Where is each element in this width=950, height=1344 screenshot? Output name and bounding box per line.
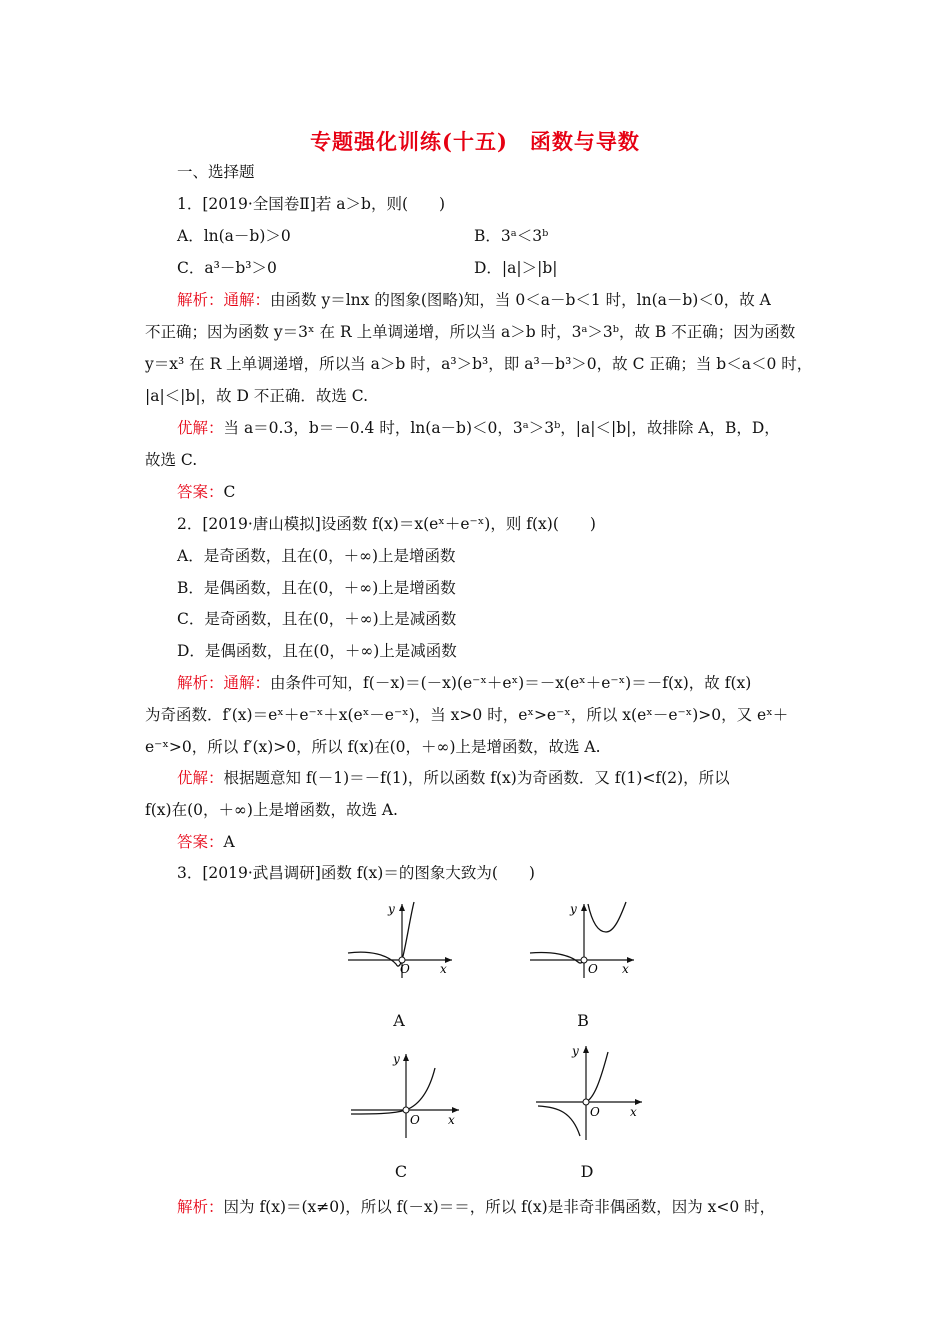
graph-c-y-arrow bbox=[403, 1054, 409, 1061]
q1-option-a: A．ln(a－b)＞0 bbox=[177, 227, 291, 245]
graph-c-origin-label: O bbox=[410, 1113, 420, 1127]
q3-solution-line1 bbox=[177, 1197, 847, 1217]
q2-option-b: B．是偶函数，且在(0，＋∞)上是增函数 bbox=[177, 579, 456, 597]
q1-option-c: C．a³－b³＞0 bbox=[177, 259, 277, 277]
q2-option-d: D．是偶函数，且在(0，＋∞)上是减函数 bbox=[177, 642, 457, 660]
q3-jiexi-text1: 因为 f(x)＝(x≠0)，所以 f(－x)＝＝，所以 f(x)是非奇非偶函数，因为 x<0 时， bbox=[223, 1198, 776, 1216]
q1-you-text2: 故选 C. bbox=[145, 451, 198, 469]
q2-you-text1: 根据题意知 f(－1)＝－f(1)，所以函数 f(x)为奇函数．又 f(1)<f(2)，所以 bbox=[223, 769, 730, 787]
graph-d-y-arrow bbox=[583, 1046, 589, 1053]
graph-b-label: B bbox=[577, 1011, 589, 1030]
graph-a bbox=[340, 898, 460, 980]
q2-you-line1 bbox=[177, 768, 847, 788]
graph-a-y-arrow bbox=[399, 904, 405, 911]
graph-b-left-curve bbox=[530, 952, 584, 963]
q1-option-d: D．|a|＞|b| bbox=[474, 259, 558, 277]
q2-answer-line bbox=[177, 832, 847, 852]
q2-option-a: A．是奇函数，且在(0，＋∞)上是增函数 bbox=[177, 547, 456, 565]
q1-option-b: B．3ᵃ＜3ᵇ bbox=[474, 227, 549, 245]
q1-tong-text4: |a|＜|b|，故 D 不正确．故选 C. bbox=[145, 387, 368, 405]
q1-solution-line1 bbox=[177, 290, 847, 310]
graph-a-label: A bbox=[393, 1011, 405, 1030]
graph-d-y-label: y bbox=[572, 1044, 579, 1058]
graph-d-left-curve bbox=[538, 1106, 580, 1136]
q1-tong-text1: 由函数 y＝lnx 的图象(图略)知，当 0＜a－b＜1 时，ln(a－b)＜0，故 A bbox=[270, 291, 771, 309]
q1-tong-label: 通解： bbox=[223, 291, 271, 309]
q2-answer: A bbox=[223, 833, 235, 851]
q1-answer-label: 答案： bbox=[177, 483, 224, 501]
q1-answer: C bbox=[223, 483, 236, 501]
q1-you-text1: 当 a＝0.3，b＝－0.4 时，ln(a－b)＜0，3ᵃ＞3ᵇ，|a|＜|b|，故排除 A，B，D， bbox=[223, 419, 780, 437]
page-title: 专题强化训练(十五) 函数与导数 bbox=[310, 129, 640, 154]
q2-tong-label: 通解： bbox=[223, 674, 271, 692]
graph-c-label: C bbox=[394, 1162, 408, 1181]
q2-jiexi-label: 解析： bbox=[177, 674, 224, 692]
q1-tong-text2: 不正确；因为函数 y＝3ˣ 在 R 上单调递增，所以当 a＞b 时，3ᵃ＞3ᵇ，故 B 不正确；因为函数 bbox=[145, 323, 796, 341]
graph-d-origin-label: O bbox=[590, 1105, 600, 1119]
graph-b-origin-label: O bbox=[588, 962, 598, 976]
graph-b-right-curve bbox=[588, 902, 626, 932]
graph-c-curve bbox=[351, 1068, 435, 1114]
graph-b-hole bbox=[581, 957, 587, 963]
q1-options-row2 bbox=[177, 258, 847, 278]
q2-stem: 2．[2019·唐山模拟]设函数 f(x)＝x(eˣ＋e⁻ˣ)，则 f(x)( ) bbox=[177, 515, 596, 533]
graph-d bbox=[528, 1040, 648, 1144]
graph-c-y-label: y bbox=[393, 1052, 400, 1066]
q1-stem: 1．[2019·全国卷Ⅱ]若 a＞b，则( ) bbox=[177, 195, 446, 213]
q1-options-row1 bbox=[177, 226, 847, 246]
q2-option-c: C．是奇函数，且在(0，＋∞)上是减函数 bbox=[177, 610, 457, 628]
q2-answer-label: 答案： bbox=[177, 833, 224, 851]
graph-d-hole bbox=[583, 1099, 589, 1105]
q2-tong-text2: 为奇函数．f′(x)＝eˣ＋e⁻ˣ＋x(eˣ－e⁻ˣ)，当 x>0 时，eˣ>e⁻ˣ，所以 x(eˣ－e⁻ˣ)>0，又 eˣ＋ bbox=[145, 706, 789, 724]
graph-d-right-curve bbox=[586, 1052, 608, 1102]
graph-a-curve bbox=[348, 902, 414, 966]
q2-you-label: 优解： bbox=[177, 769, 224, 787]
graph-a-x-label: x bbox=[440, 962, 447, 976]
graph-b bbox=[522, 898, 642, 980]
q2-tong-text3: e⁻ˣ>0，所以 f′(x)>0，所以 f(x)在(0，＋∞)上是增函数，故选 A. bbox=[145, 738, 601, 756]
graph-b-x-label: x bbox=[622, 962, 629, 976]
q1-answer-line bbox=[177, 482, 847, 502]
graph-c-hole bbox=[403, 1107, 409, 1113]
q1-you-line1 bbox=[177, 418, 847, 438]
q2-you-text2: f(x)在(0，＋∞)上是增函数，故选 A. bbox=[145, 801, 398, 819]
q3-jiexi-label: 解析： bbox=[177, 1198, 224, 1216]
q1-you-label: 优解： bbox=[177, 419, 224, 437]
graph-a-origin-label: O bbox=[400, 962, 410, 976]
graph-d-label: D bbox=[580, 1162, 594, 1181]
graph-c bbox=[343, 1048, 463, 1144]
q2-solution-line1 bbox=[177, 673, 847, 693]
q2-tong-text1: 由条件可知，f(－x)＝(－x)(e⁻ˣ＋eˣ)＝－x(eˣ＋e⁻ˣ)＝－f(x)，故 f(x) bbox=[270, 674, 752, 692]
graph-d-x-label: x bbox=[630, 1105, 637, 1119]
graph-b-y-arrow bbox=[581, 904, 587, 911]
q1-jiexi-label: 解析： bbox=[177, 291, 224, 309]
q3-stem: 3．[2019·武昌调研]函数 f(x)＝的图象大致为( ) bbox=[177, 864, 535, 882]
section-heading: 一、选择题 bbox=[177, 163, 255, 181]
graph-a-y-label: y bbox=[388, 902, 395, 916]
graph-c-x-label: x bbox=[448, 1113, 455, 1127]
graph-b-y-label: y bbox=[570, 902, 577, 916]
q1-tong-text3: y＝x³ 在 R 上单调递增，所以当 a＞b 时，a³＞b³，即 a³－b³＞0，故 C 正确；当 b＜a＜0 时， bbox=[145, 355, 813, 373]
